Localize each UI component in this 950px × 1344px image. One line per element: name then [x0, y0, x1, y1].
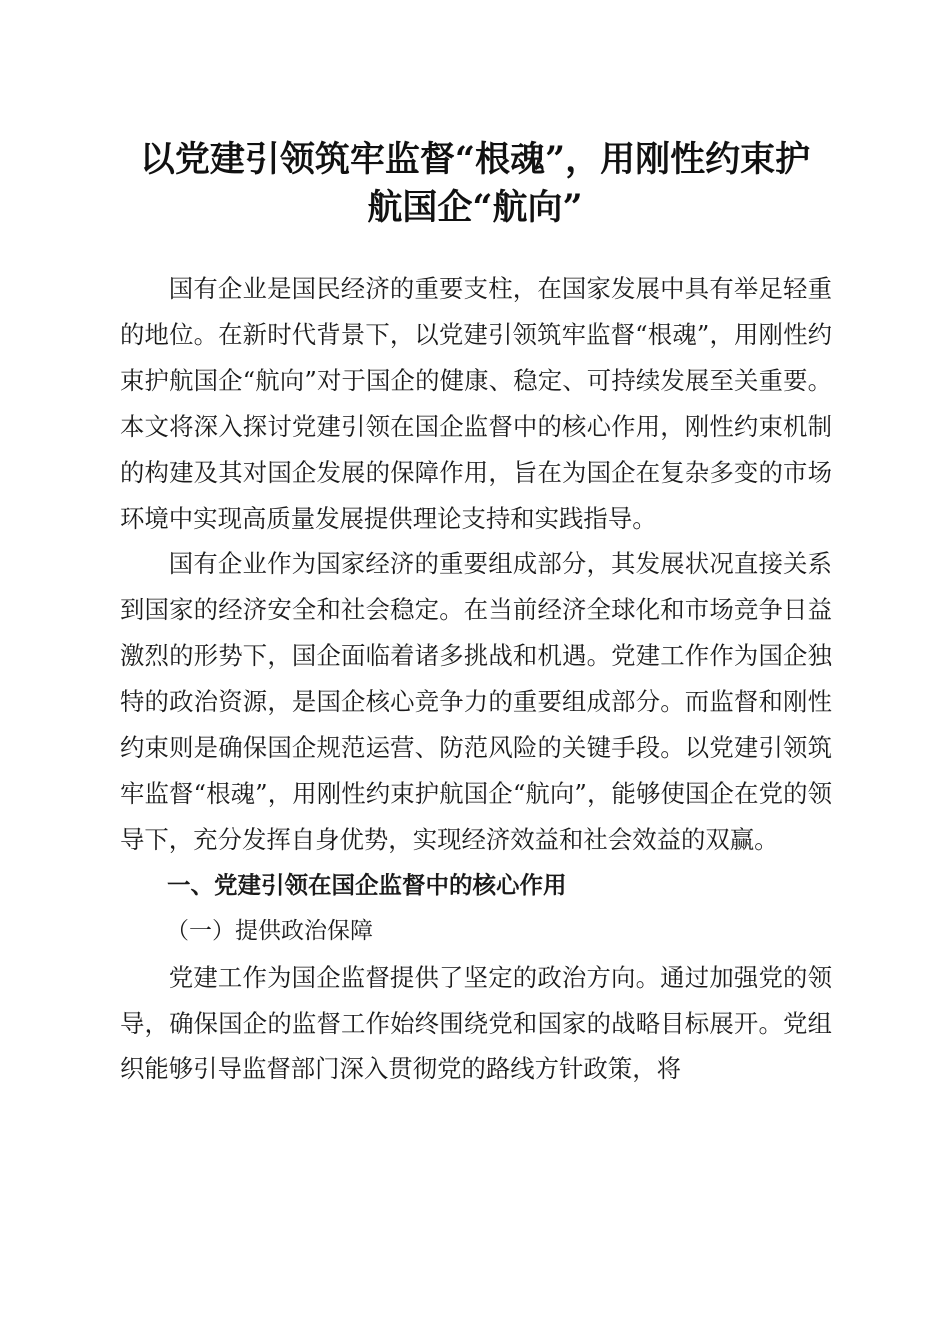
title-line-2: 航国企“航向” — [367, 187, 583, 228]
paragraph-background: 国有企业作为国家经济的重要组成部分，其发展状况直接关系到国家的经济安全和社会稳定。在当前经济全球化和市场竞争日益激烈的形势下，国企面临着诸多挑战和机遇。党建工作作为国企独特的政治资源，是国企核心竞争力的重要组成部分。而监督和刚性约束则是确保国企规范运营、防范风险的关键手段。以党建引领筑牢监督“根魂”，用刚性约束护航国企“航向”，能够使国企在党的领导下，充分发挥自身优势，实现经济效益和社会效益的双赢。 — [120, 549, 832, 854]
document-body — [120, 266, 832, 1092]
paragraph-political-guarantee: 党建工作为国企监督提供了坚定的政治方向。通过加强党的领导，确保国企的监督工作始终围绕党和国家的战略目标展开。党组织能够引导监督部门深入贯彻党的路线方针政策，将 — [120, 962, 832, 1084]
section-heading: 一、党建引领在国企监督中的核心作用 — [167, 870, 567, 899]
title-line-1: 以党建引领筑牢监督“根魂”，用刚性约束护 — [139, 139, 811, 180]
subsection-heading: （一）提供政治保障 — [166, 917, 373, 944]
paragraph-intro: 国有企业是国民经济的重要支柱，在国家发展中具有举足轻重的地位。在新时代背景下，以党建引领筑牢监督“根魂”，用刚性约束护航国企“航向”对于国企的健康、稳定、可持续发展至关重要。本文将深入探讨党建引领在国企监督中的核心作用，刚性约束机制的构建及其对国企发展的保障作用，旨在为国企在复杂多变的市场环境中实现高质量发展提供理论支持和实践指导。 — [120, 274, 832, 533]
document-title — [100, 136, 850, 232]
